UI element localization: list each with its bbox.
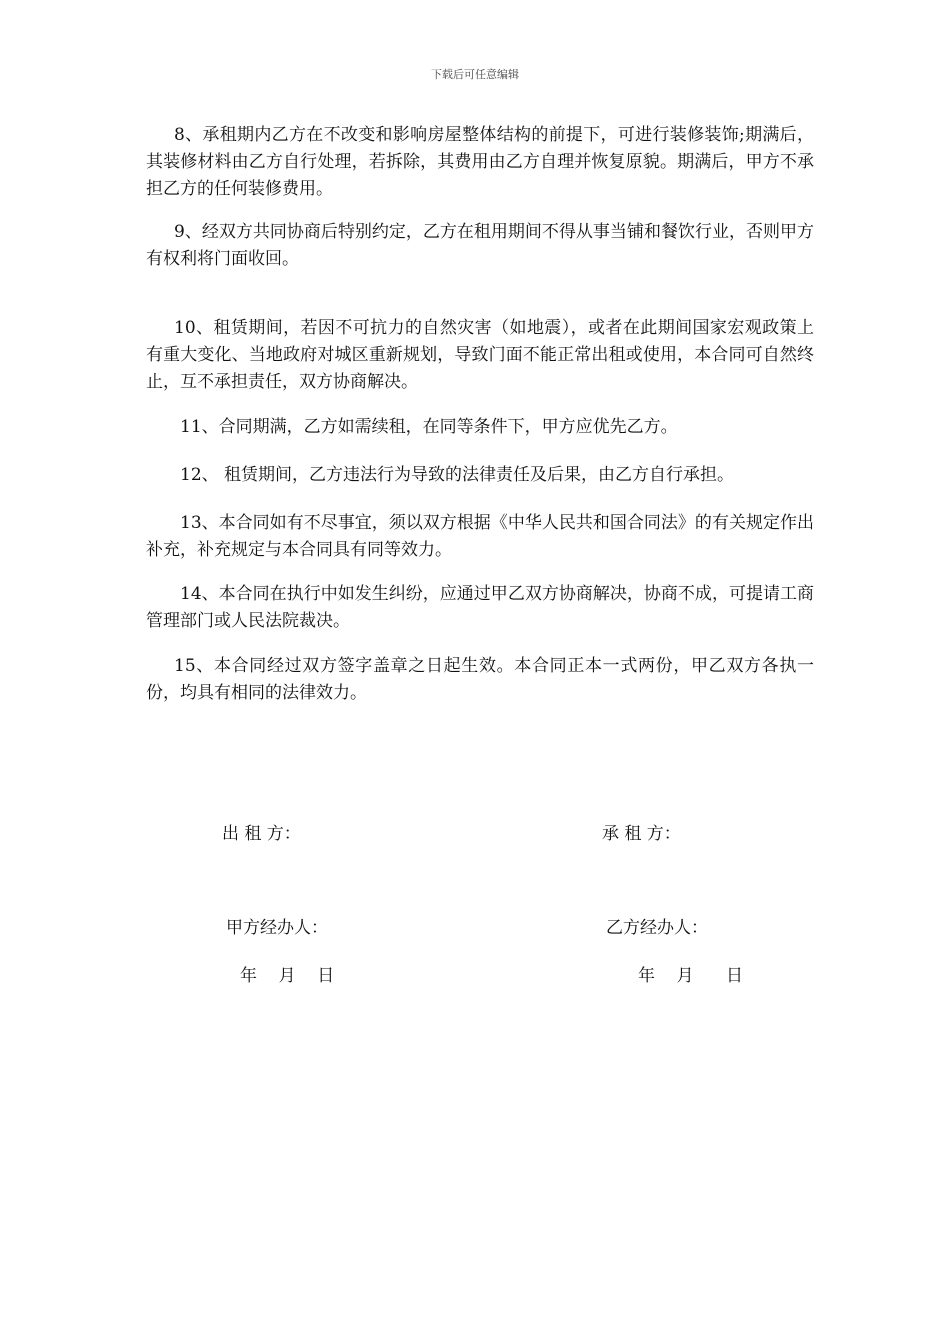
clause-15: 15、本合同经过双方签字盖章之日起生效。本合同正本一式两份，甲乙双方各执一份，均具有相同的法律效力。 [146,656,814,703]
clause-14: 14、本合同在执行中如发生纠纷，应通过甲乙双方协商解决，协商不成，可提请工商管理部门或人民法院裁决。 [146,584,814,631]
clause-8: 8、承租期内乙方在不改变和影响房屋整体结构的前提下，可进行装修装饰;期满后，其装修材料由乙方自行处理，若拆除，其费用由乙方自理并恢复原貌。期满后，甲方不承担乙方的任何装修费用。 [146,125,814,199]
clause-11: 11、合同期满，乙方如需续租，在同等条件下，甲方应优先乙方。 [180,417,678,437]
party-a-agent-label: 甲方经办人： [226,918,328,938]
party-b-agent-label: 乙方经办人： [606,918,708,938]
clause-9: 9、经双方共同协商后特别约定，乙方在租用期间不得从事当铺和餐饮行业，否则甲方有权利将门面收回。 [146,222,814,269]
page-header: 下载后可任意编辑 [431,68,519,81]
lessor-label: 出 租 方： [222,824,301,844]
date-right: 年 月 日 [638,966,744,986]
date-left: 年 月 日 [240,966,335,986]
lessee-label: 承 租 方： [602,824,681,844]
clause-12: 12、 租赁期间，乙方违法行为导致的法律责任及后果，由乙方自行承担。 [180,465,735,485]
clause-10: 10、租赁期间，若因不可抗力的自然灾害（如地震），或者在此期间国家宏观政策上有重大变化、当地政府对城区重新规划，导致门面不能正常出租或使用，本合同可自然终止，互不承担责任，双方协商解决。 [146,318,814,392]
clause-13: 13、本合同如有不尽事宜，须以双方根据《中华人民共和国合同法》的有关规定作出补充，补充规定与本合同具有同等效力。 [146,513,814,560]
